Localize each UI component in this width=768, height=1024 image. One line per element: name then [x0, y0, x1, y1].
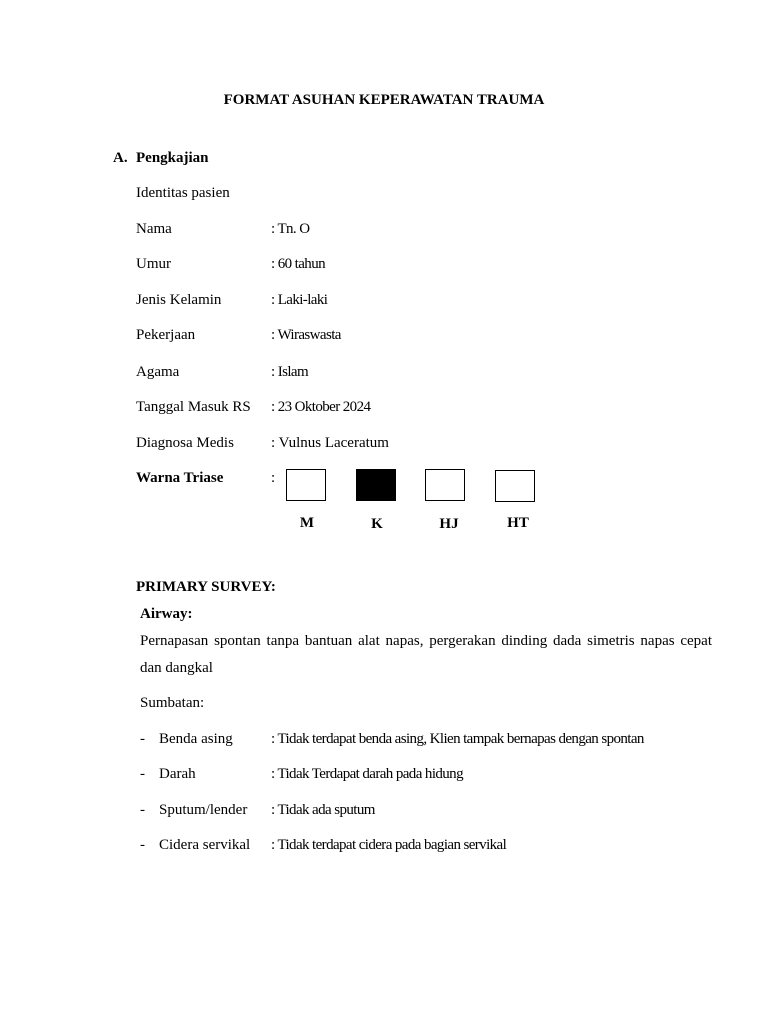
triage-checkbox-k[interactable]: [356, 469, 396, 501]
list-bullet: -: [140, 766, 145, 782]
field-label: Jenis Kelamin: [136, 292, 222, 308]
field-value: : Wiraswasta: [271, 327, 341, 343]
triage-code-ht: HT: [507, 515, 529, 531]
document-title: FORMAT ASUHAN KEPERAWATAN TRAUMA: [223, 92, 545, 108]
triage-label: Warna Triase: [136, 470, 224, 486]
field-label: Umur: [136, 256, 171, 272]
triage-checkbox-hj[interactable]: [425, 469, 465, 501]
field-label: Agama: [136, 364, 180, 380]
triage-checkbox-m[interactable]: [286, 469, 326, 501]
airway-text: Pernapasan spontan tanpa bantuan alat napas, pergerakan dinding dada simetris napas cepat dan dangkal: [140, 633, 712, 676]
field-value: : 60 tahun: [271, 256, 325, 272]
section-marker: A.: [113, 150, 128, 166]
field-label: Nama: [136, 221, 172, 237]
airway-heading: Airway:: [140, 606, 193, 622]
field-value: : Laki-laki: [271, 292, 328, 308]
list-bullet: -: [140, 731, 145, 747]
field-label: Diagnosa Medis: [136, 435, 234, 451]
list-bullet: -: [140, 837, 145, 853]
list-value: : Tidak ada sputum: [271, 802, 375, 818]
section-heading: Pengkajian: [136, 150, 209, 166]
field-value: : Islam: [271, 364, 309, 380]
triage-checkbox-ht[interactable]: [495, 470, 535, 502]
list-value: : Tidak Terdapat darah pada hidung: [271, 766, 463, 782]
primary-survey-heading: PRIMARY SURVEY:: [136, 579, 276, 595]
field-value: : Tn. O: [271, 221, 310, 237]
list-label: Darah: [159, 766, 196, 782]
identity-heading: Identitas pasien: [136, 185, 230, 201]
list-bullet: -: [140, 802, 145, 818]
field-label: Tanggal Masuk RS: [136, 399, 251, 415]
field-value: : 23 Oktober 2024: [271, 399, 371, 415]
triage-code-k: K: [371, 516, 383, 532]
triage-code-m: M: [299, 515, 315, 531]
list-label: Benda asing: [159, 731, 233, 747]
triage-code-hj: HJ: [439, 516, 459, 532]
field-label: Pekerjaan: [136, 327, 196, 343]
triage-colon: :: [271, 470, 276, 486]
list-value: : Tidak terdapat benda asing, Klien tampak bernapas dengan spontan: [271, 731, 644, 747]
obstruction-heading: Sumbatan:: [140, 695, 205, 711]
field-value: : Vulnus Laceratum: [271, 435, 389, 451]
list-label: Cidera servikal: [159, 837, 251, 853]
list-label: Sputum/lender: [159, 802, 248, 818]
list-value: : Tidak terdapat cidera pada bagian servikal: [271, 837, 507, 853]
